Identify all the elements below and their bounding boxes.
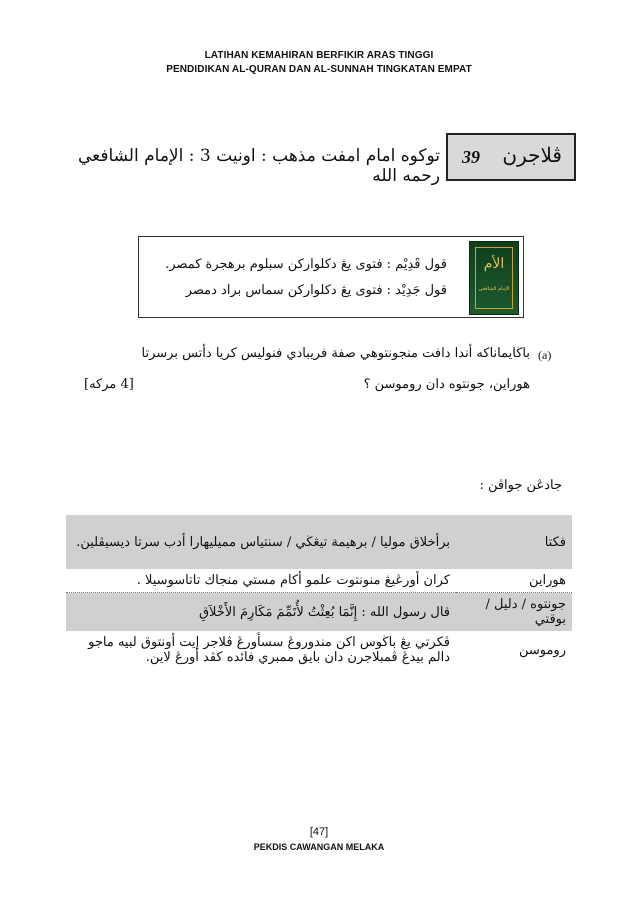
qaul-info-box — [138, 236, 524, 318]
book-subtitle: الإمام الشافعي — [478, 286, 510, 292]
table-row — [66, 515, 572, 569]
question-label: (a) — [538, 348, 552, 362]
row-value-fakta: برأخلاق موليا / برهيمة تيڠڬي / سنتياس مميليهارا أدب سرتا ديسيڤلين. — [66, 515, 456, 569]
header-line-1: LATIHAN KEMAHIRAN BERFIKIR ARAS TINGGI — [204, 50, 434, 61]
footer-org: PEKDIS CAWANGAN MELAKA — [253, 842, 385, 852]
question-marks: [4 مركه] — [84, 377, 134, 392]
lesson-title-box — [446, 133, 576, 181]
row-key-fakta: فکتا — [456, 515, 572, 569]
lesson-label: ڤلاجرن — [502, 143, 562, 167]
answer-table — [66, 515, 572, 669]
question-line-1: باڬايماناكه أندا دافت منجونتوهي صفة فريبادي فنوليس كريا دأتس برسرتا — [141, 346, 530, 361]
table-row — [66, 631, 572, 669]
row-key-contoh: جونتوه / دليل / بوقتي — [456, 593, 572, 632]
lesson-topic: توكوه امام امفت مذهب : اونيت 3 : الإمام الشافعي رحمه الله — [77, 146, 440, 186]
answer-label: جادڠن جواڤن : — [479, 478, 562, 493]
row-key-huraian: هوراين — [456, 569, 572, 593]
question-line-2: هوراين، جونتوه دان روموسن ؟ — [363, 377, 530, 392]
book-cover-image — [469, 241, 519, 315]
header-line-2: PENDIDIKAN AL-QURAN DAN AL-SUNNAH TINGKATAN EMPAT — [166, 64, 472, 75]
page-number: [47] — [309, 826, 329, 838]
qaul-qadim-text: قول قَدِيْم : فتوى يڠ دكلواركن سبلوم برهجرة كمصر. — [165, 257, 447, 272]
qaul-jadid-text: قول جَدِيْد : فتوى يڠ دكلواركن سماس براد دمصر — [185, 283, 447, 298]
lesson-number: 39 — [462, 147, 480, 167]
row-value-huraian: كران أورڠيڠ منونتوت علمو أكام مستي منجاك تاتاسوسيلا . — [66, 569, 456, 593]
book-title: الأم — [483, 256, 505, 272]
row-value-contoh: قال رسول الله : إِنَّمَا بُعِثْتُ لأُتَمِّمَ مَكَارِمَ الأَخْلاَقِ — [66, 593, 456, 632]
row-key-rumusan: روموسن — [518, 642, 566, 658]
table-row — [66, 593, 572, 632]
row-value-rumusan: ڤكرتي يڠ باڬوس اكن مندوروڠ سسأورڠ ڤلاجر إيت أونتوق لبيه ماجو دالم بيدڠ ڤمبلاجرن دان بايق ممبري فائده كڤد أورڠ لاين. — [88, 635, 450, 665]
table-row — [66, 569, 572, 593]
